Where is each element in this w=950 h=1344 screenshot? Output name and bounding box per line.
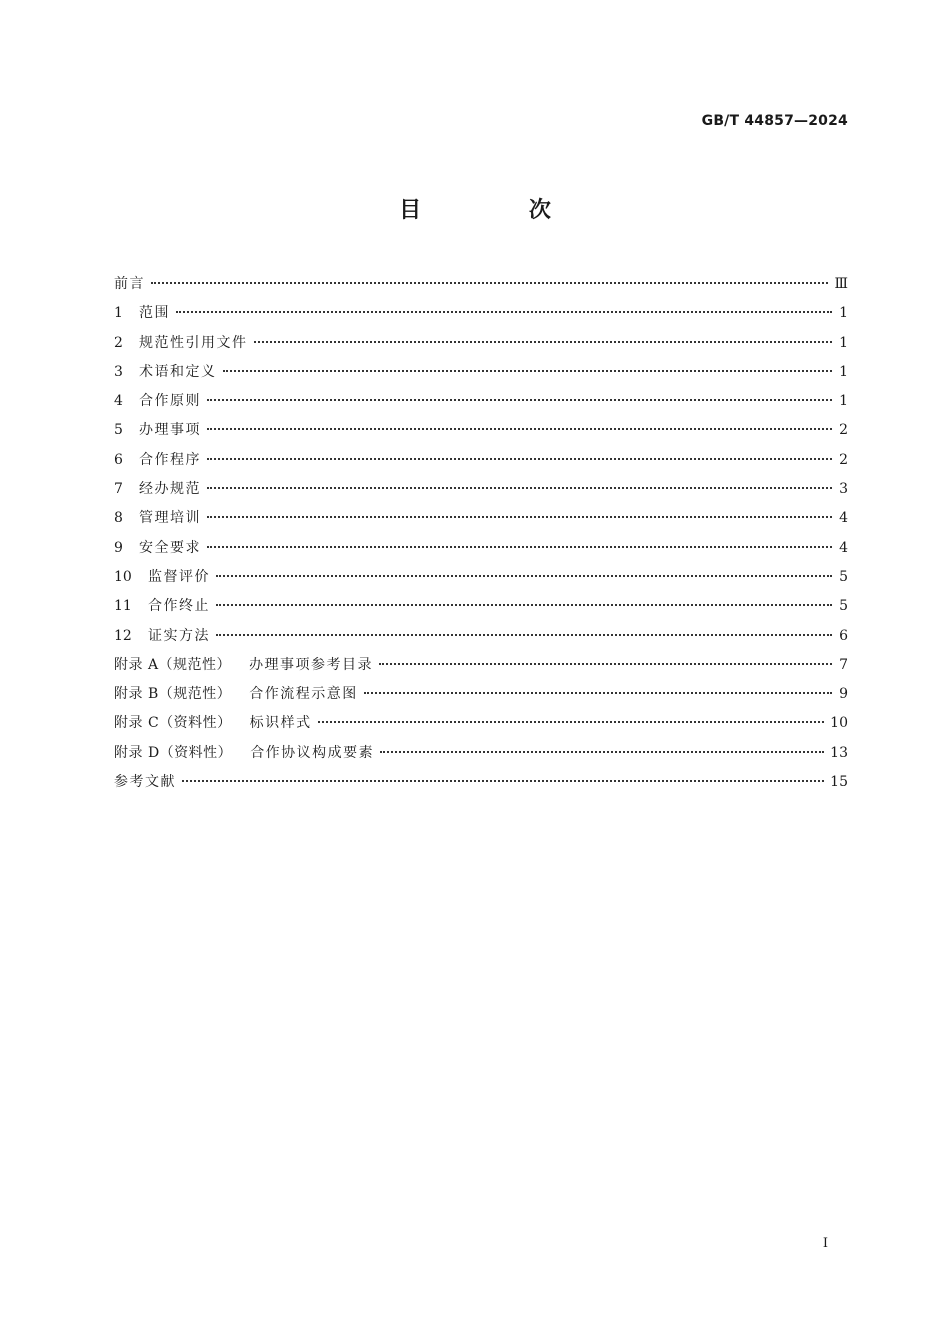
toc-entry-label: 范围 [139,305,170,322]
toc-entry-page: 15 [830,774,848,791]
toc-leader [379,661,832,665]
toc-entry-7[interactable] [114,475,848,504]
toc-entry-label: 安全要求 [139,539,201,556]
toc-entry-10[interactable] [114,563,848,592]
toc-entry-label: 合作原则 [139,393,201,410]
toc-entry-2[interactable] [114,329,848,358]
toc-leader [182,778,824,782]
toc-entry-bibliography[interactable] [114,768,848,797]
toc-leader [207,397,832,401]
toc-annex-prefix: 附录 C（资料性） [114,715,232,732]
toc-entry-page: 1 [839,393,848,410]
toc-entry-page: 7 [839,656,848,673]
toc-leader [207,456,832,460]
toc-entry-number: 5 [114,422,123,439]
toc-entry-number: 12 [114,627,132,644]
toc-entry-page: Ⅲ [834,276,848,292]
toc-entry-page: 5 [839,598,848,615]
toc-entry-number: 11 [114,598,132,615]
table-of-contents [114,270,848,797]
toc-entry-number: 6 [114,451,123,468]
toc-entry-label: 办理事项 [139,422,201,439]
toc-entry-label [114,739,374,768]
toc-entry-label: 术语和定义 [139,363,217,380]
toc-entry-label: 参考文献 [114,774,176,791]
toc-entry-label [114,680,358,709]
toc-entry-page: 6 [839,627,848,644]
page-title: 目 次 [399,198,601,223]
toc-entry-number: 7 [114,481,123,498]
toc-entry-annex-a[interactable] [114,651,848,680]
toc-leader [380,749,824,753]
toc-entry-page: 1 [839,334,848,351]
toc-annex-title: 办理事项参考目录 [249,656,374,673]
page-number: Ⅰ [822,1236,828,1251]
toc-entry-number: 10 [114,568,132,585]
toc-entry-page: 10 [830,715,848,732]
toc-entry-page: 9 [839,686,848,703]
toc-entry-label: 管理培训 [139,510,201,527]
toc-leader [364,690,832,694]
toc-entry-page: 4 [839,539,848,556]
toc-entry-number: 3 [114,363,123,380]
toc-leader [254,339,833,343]
toc-entry-number: 2 [114,334,123,351]
toc-entry-1[interactable] [114,299,848,328]
toc-entry-page: 4 [839,510,848,527]
toc-entry-label [114,709,312,738]
toc-entry-foreword[interactable] [114,270,848,299]
toc-leader [223,368,833,372]
toc-leader [216,602,832,606]
toc-entry-label: 规范性引用文件 [139,334,248,351]
toc-annex-prefix: 附录 D（资料性） [114,744,233,761]
standard-number: GB/T 44857—2024 [701,113,848,129]
toc-entry-label: 前言 [114,276,145,292]
toc-annex-title: 标识样式 [249,715,312,732]
toc-entry-page: 1 [839,363,848,380]
toc-entry-annex-d[interactable] [114,739,848,768]
toc-entry-11[interactable] [114,592,848,621]
toc-leader [207,426,832,430]
toc-entry-3[interactable] [114,358,848,387]
toc-annex-prefix: 附录 A（规范性） [114,656,232,673]
toc-entry-label: 合作终止 [148,598,210,615]
toc-entry-label: 监督评价 [148,568,210,585]
toc-entry-number: 9 [114,539,123,556]
toc-entry-annex-c[interactable] [114,709,848,738]
toc-entry-page: 2 [839,451,848,468]
toc-entry-page: 13 [830,744,848,761]
toc-entry-number: 1 [114,305,123,322]
toc-leader [216,632,832,636]
toc-entry-page: 3 [839,481,848,498]
toc-annex-prefix: 附录 B（规范性） [114,686,232,703]
toc-entry-8[interactable] [114,504,848,533]
toc-entry-page: 2 [839,422,848,439]
toc-entry-page: 5 [839,568,848,585]
toc-annex-title: 合作协议构成要素 [250,744,375,761]
toc-entry-number: 8 [114,510,123,527]
toc-entry-number: 4 [114,393,123,410]
toc-entry-5[interactable] [114,416,848,445]
toc-entry-label: 证实方法 [148,627,210,644]
toc-entry-page: 1 [839,305,848,322]
toc-entry-annex-b[interactable] [114,680,848,709]
toc-entry-4[interactable] [114,387,848,416]
toc-entry-6[interactable] [114,446,848,475]
toc-annex-title: 合作流程示意图 [249,686,358,703]
toc-entry-12[interactable] [114,622,848,651]
toc-leader [151,280,828,284]
toc-leader [207,485,832,489]
toc-leader [207,514,832,518]
toc-leader [207,544,832,548]
toc-entry-9[interactable] [114,534,848,563]
toc-leader [176,309,832,313]
toc-entry-label: 合作程序 [139,451,201,468]
toc-leader [216,573,832,577]
toc-entry-label [114,651,373,680]
toc-leader [318,719,825,723]
toc-entry-label: 经办规范 [139,481,201,498]
